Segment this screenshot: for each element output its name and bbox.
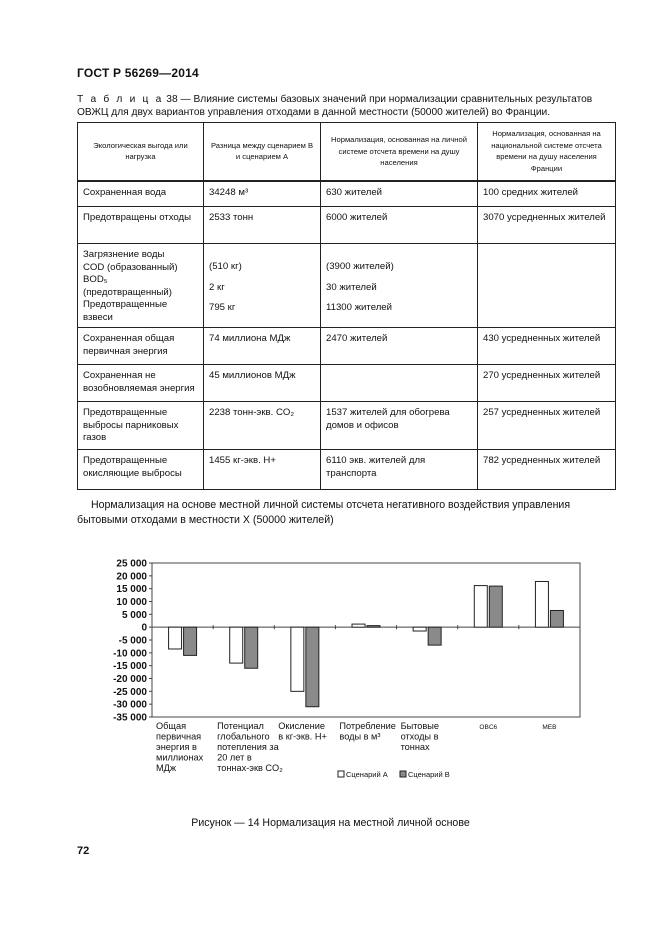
table-cell: 74 миллиона МДж [204,328,321,365]
table-caption-text: Влияние системы базовых значений при нормализации сравнительных результатов ОВЖЦ для двух вариантов управления отходами в данной местности (50000 жителей) во Франции. [77,94,593,118]
bar-scenario-b [367,626,380,628]
table-row [78,402,616,450]
bar-scenario-b [306,627,319,707]
legend-label-b: Сценарий В [408,770,450,779]
table-cell [78,244,204,328]
bar-scenario-a [352,624,365,627]
cell-line: 11300 жителей [326,302,393,313]
y-tick-label: 10 000 [116,597,147,608]
y-tick-label: 0 [141,622,147,634]
table-cell: Сохраненная общая первичная энергия [78,328,204,365]
table-row [78,207,616,244]
table-cell [321,365,478,402]
y-tick-label: -20 000 [113,674,147,685]
y-tick-label: 15 000 [116,584,147,596]
y-tick-label: -10 000 [113,648,147,660]
bar-scenario-a [291,627,304,691]
bar-scenario-a [169,627,182,649]
x-category-label: Потребление воды в м³ [339,721,396,742]
y-tick-label: -5 000 [118,635,147,647]
x-category-label: MEB [542,724,557,731]
bar-scenario-b [550,610,563,627]
table-cell: Предотвращенные выбросы парниковых газов [78,402,204,450]
table-caption [77,93,615,119]
table-row [78,328,616,365]
table-cell: Сохраненная не возобновляемая энергия [78,365,204,402]
header-cell: Нормализация, основанная на национальной системе отсчета времени на душу населения Франции [478,123,616,181]
table-cell: 3070 усредненных жителей [478,207,616,244]
chart-container [110,555,590,805]
cell-line: (510 кг) [209,261,242,272]
table-cell: 45 миллионов МДж [204,365,321,402]
comparison-table [77,122,616,490]
bar-scenario-a [413,627,426,631]
paragraph-text: Нормализация на основе местной личной системы отсчета негативного воздействия управления бытовыми отходами в местности X (50000 жителей) [77,499,571,526]
bar-scenario-a [535,581,548,627]
table-cell: 630 жителей [321,181,478,207]
legend-swatch-a [338,771,344,777]
table-row [78,181,616,207]
plot-frame [152,563,580,717]
figure-caption: Рисунок — 14 Нормализация на местной личной основе [191,817,470,829]
table-row [78,244,616,328]
cell-line: Предотвращенные взвеси [83,299,168,323]
table-cell: 1455 кг-экв. Н+ [204,450,321,490]
x-category-label: Бытовые отходы в тоннах [400,721,440,752]
bar-scenario-b [184,627,197,655]
header-cell: Экологическая выгода или нагрузка [78,123,204,181]
table-cell: 2470 жителей [321,328,478,365]
cell-line: BOD₅ (предотвращенный) [83,274,172,298]
cell-line: 795 кг [209,302,236,313]
header-cell: Разница между сценарием В и сценарием А [204,123,321,181]
y-tick-label: 5 000 [121,609,147,621]
x-category-label: Окисление в кг-экв. H+ [278,721,327,742]
table-cell: 782 усредненных жителей [478,450,616,490]
table-cell: 6110 экв. жителей для транспорта [321,450,478,490]
table-cell: 430 усредненных жителей [478,328,616,365]
table-cell: 2238 тонн-экв. CO₂ [204,402,321,450]
table-cell: 6000 жителей [321,207,478,244]
y-tick-label: -30 000 [113,699,147,711]
table-row [78,365,616,402]
y-tick-label: -35 000 [113,712,147,724]
document-id: ГОСТ Р 56269—2014 [77,66,199,80]
table-cell [478,244,616,328]
table-cell: 34248 м³ [204,181,321,207]
table-cell: 1537 жителей для обогрева домов и офисов [321,402,478,450]
y-tick-label: 20 000 [116,571,147,583]
y-tick-label: 25 000 [116,558,147,570]
cell-line: 30 жителей [326,281,377,293]
table-cell [321,244,478,328]
table-cell: 270 усредненных жителей [478,365,616,402]
table-cell: Предотвращенные окисляющие выбросы [78,450,204,490]
bar-chart [110,555,590,800]
table-header-row [78,123,616,181]
table-cell: 257 усредненных жителей [478,402,616,450]
table-cell: 2533 тонн [204,207,321,244]
cell-line: 2 кг [209,281,225,293]
table-row [78,450,616,490]
table-cell: 100 средних жителей [478,181,616,207]
table-cell [204,244,321,328]
x-category-label: Общая первичная энергия в миллионах МДж [156,721,204,773]
y-tick-label: -15 000 [113,661,147,673]
header-cell: Нормализация, основанная на личной системе отсчета времени на душу населения [321,123,478,181]
x-category-label: OBC6 [479,724,498,731]
bar-scenario-a [474,586,487,628]
legend-swatch-b [400,771,406,777]
table-cell: Предотвращены отходы [78,207,204,244]
cell-line: Загрязнение воды [83,249,165,260]
x-category-label: Потенциал глобального потепления за 20 лет в тоннах-экв CO₂ [217,721,283,773]
bar-scenario-b [428,627,441,645]
bar-scenario-b [245,627,258,668]
cell-line: COD (образованный) [83,261,178,273]
bar-scenario-b [489,586,502,627]
bar-scenario-a [230,627,243,663]
table-word: Т а б л и ц а [77,94,164,105]
table-number: 38 — [166,94,191,105]
table-cell: Сохраненная вода [78,181,204,207]
y-tick-label: -25 000 [113,686,147,698]
page-number: 72 [77,845,90,857]
cell-line: (3900 жителей) [326,261,394,272]
legend-label-a: Сценарий А [346,770,388,779]
